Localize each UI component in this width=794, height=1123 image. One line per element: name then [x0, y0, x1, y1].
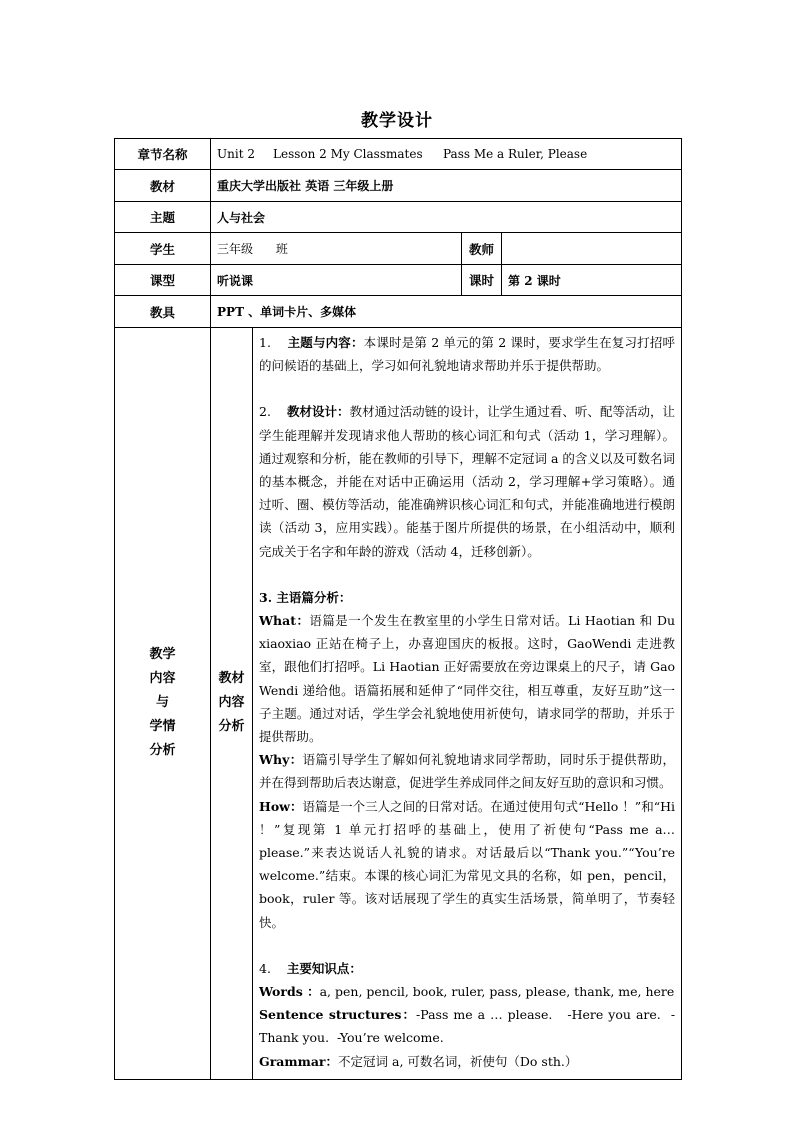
- lesson-type-value: 听说课: [211, 265, 462, 296]
- inner-label-line: 内容: [218, 695, 245, 711]
- textbook-value: 重庆大学出版社 英语 三年级上册: [211, 170, 682, 202]
- why-body: 语篇引导学生了解如何礼貌地请求同学帮助，同时乐于提供帮助，并在得到帮助后表达谢意，促进学生养成同伴之间友好互助的意识和习惯。: [259, 752, 676, 791]
- section-topic: [259, 331, 675, 377]
- row-tools: [115, 296, 682, 328]
- grammar-heading: Grammar：: [259, 1053, 339, 1069]
- discourse-what: [259, 609, 675, 748]
- sentences-heading: Sentence structures：: [259, 1007, 417, 1023]
- how-body: 语篇是一个三人之间的日常对话。在通过使用句式“Hello ！”和“Hi ！”复现第 1 单元打招呼的基础上，使用了祈使句“Pass me a…please.”来表达说话人礼貌的请求。对话最后以“Thank you.”“You’re welcome.”结束。本课的核心词汇为常见文具的名称，如 pen，pencil，book，ruler 等。该对话展现了学生的真实生活场景，简单明了，节奏轻快。: [259, 798, 676, 930]
- section-heading: 教材设计：: [286, 404, 350, 420]
- students-label: 学生: [115, 233, 211, 265]
- analysis-content: [253, 328, 682, 1080]
- period-label: 课时: [462, 265, 502, 296]
- section-number: 4.: [259, 960, 271, 976]
- words-body: a, pen, pencil, book, ruler, pass, please, thank, me, here: [319, 984, 675, 1000]
- theme-label: 主题: [115, 202, 211, 233]
- words-heading: Words ：: [259, 984, 320, 1000]
- page-title: 教学设计: [361, 111, 433, 131]
- row-textbook: [115, 170, 682, 202]
- discourse-how: [259, 795, 675, 934]
- chapter-lesson: Lesson 2 My Classmates: [273, 147, 423, 161]
- period-value: 第 2 课时: [502, 265, 682, 296]
- chapter-subtitle: Pass Me a Ruler, Please: [443, 147, 588, 161]
- students-value: 三年级 班: [211, 233, 462, 265]
- knowledge-words: [259, 980, 675, 1003]
- what-body: 语篇是一个发生在教室里的小学生日常对话。Li Haotian 和 Du xiaoxiao 正站在椅子上，办喜迎国庆的板报。这时，GaoWendi 走进教室，跟他们打招呼。Li Haotian 正好需要放在旁边课桌上的尺子，请 Gao Wendi 递给他。语篇拓展和延伸了“同伴交往，相互尊重，友好互助”这一子主题。通过对话，学生学会礼貌地使用祈使句，请求同学的帮助，并乐于提供帮助。: [259, 613, 676, 745]
- outer-label-line: 分析: [149, 743, 176, 759]
- knowledge-grammar: [259, 1050, 675, 1073]
- grammar-body: 不定冠词 a, 可数名词，祈使句（Do sth.）: [338, 1053, 578, 1069]
- knowledge-sentences: [259, 1003, 675, 1049]
- chapter-value: [211, 139, 682, 170]
- analysis-inner-label: [211, 328, 253, 1080]
- section-design: [259, 400, 675, 562]
- outer-label-line: 教学: [149, 647, 176, 663]
- lesson-plan-table: [114, 138, 682, 1080]
- analysis-outer-label: [115, 328, 211, 1080]
- section-body: 本课时是第 2 单元的第 2 课时，要求学生在复习打招呼的问候语的基础上，学习如何礼貌地请求帮助并乐于提供帮助。: [259, 335, 676, 374]
- section-discourse-heading: 3. 主语篇分析：: [259, 589, 352, 605]
- teacher-value: [502, 233, 682, 265]
- row-lesson-type: [115, 265, 682, 296]
- section-heading: 主要知识点：: [286, 960, 362, 976]
- what-heading: What：: [259, 613, 310, 629]
- row-chapter: [115, 139, 682, 170]
- tools-label: 教具: [115, 296, 211, 328]
- chapter-label: 章节名称: [115, 139, 211, 170]
- row-students: [115, 233, 682, 265]
- section-heading: 主题与内容：: [287, 335, 364, 350]
- how-heading: How：: [259, 798, 303, 814]
- section-number: 2.: [259, 404, 271, 420]
- inner-label-line: 分析: [218, 719, 245, 735]
- outer-label-line: 内容: [149, 671, 176, 687]
- outer-label-line: 学情: [149, 719, 176, 735]
- inner-label-line: 教材: [218, 671, 245, 687]
- lesson-type-label: 课型: [115, 265, 211, 296]
- outer-label-line: 与: [155, 695, 169, 711]
- tools-value: PPT 、单词卡片、多媒体: [211, 296, 682, 328]
- theme-value: 人与社会: [211, 202, 682, 233]
- why-heading: Why：: [259, 752, 303, 768]
- section-knowledge: [259, 957, 675, 980]
- chapter-unit: Unit 2: [217, 147, 255, 161]
- discourse-why: [259, 748, 675, 794]
- teacher-label: 教师: [462, 233, 502, 265]
- textbook-label: 教材: [115, 170, 211, 202]
- row-analysis: [115, 328, 682, 1080]
- row-theme: [115, 202, 682, 233]
- sentences-body: -Pass me a … please. -Here you are. -Thank you. -You’re welcome.: [259, 1007, 676, 1046]
- section-body: 教材通过活动链的设计，让学生通过看、听、配等活动，让学生能理解并发现请求他人帮助的核心词汇和句式（活动 1，学习理解）。通过观察和分析，能在教师的引导下，理解不定冠词 a 的含义以及可数名词的基本概念，并能在对话中正确运用（活动 2，学习理解+学习策略）。通过听、圈、模仿等活动，能准确辨识核心词汇和句式，并能准确地进行模朗读（活动 3，应用实践）。能基于图片所提供的场景，在小组活动中，顺利完成关于名字和年龄的游戏（活动 4，迁移创新）。: [259, 404, 676, 559]
- section-number: 1.: [259, 335, 271, 350]
